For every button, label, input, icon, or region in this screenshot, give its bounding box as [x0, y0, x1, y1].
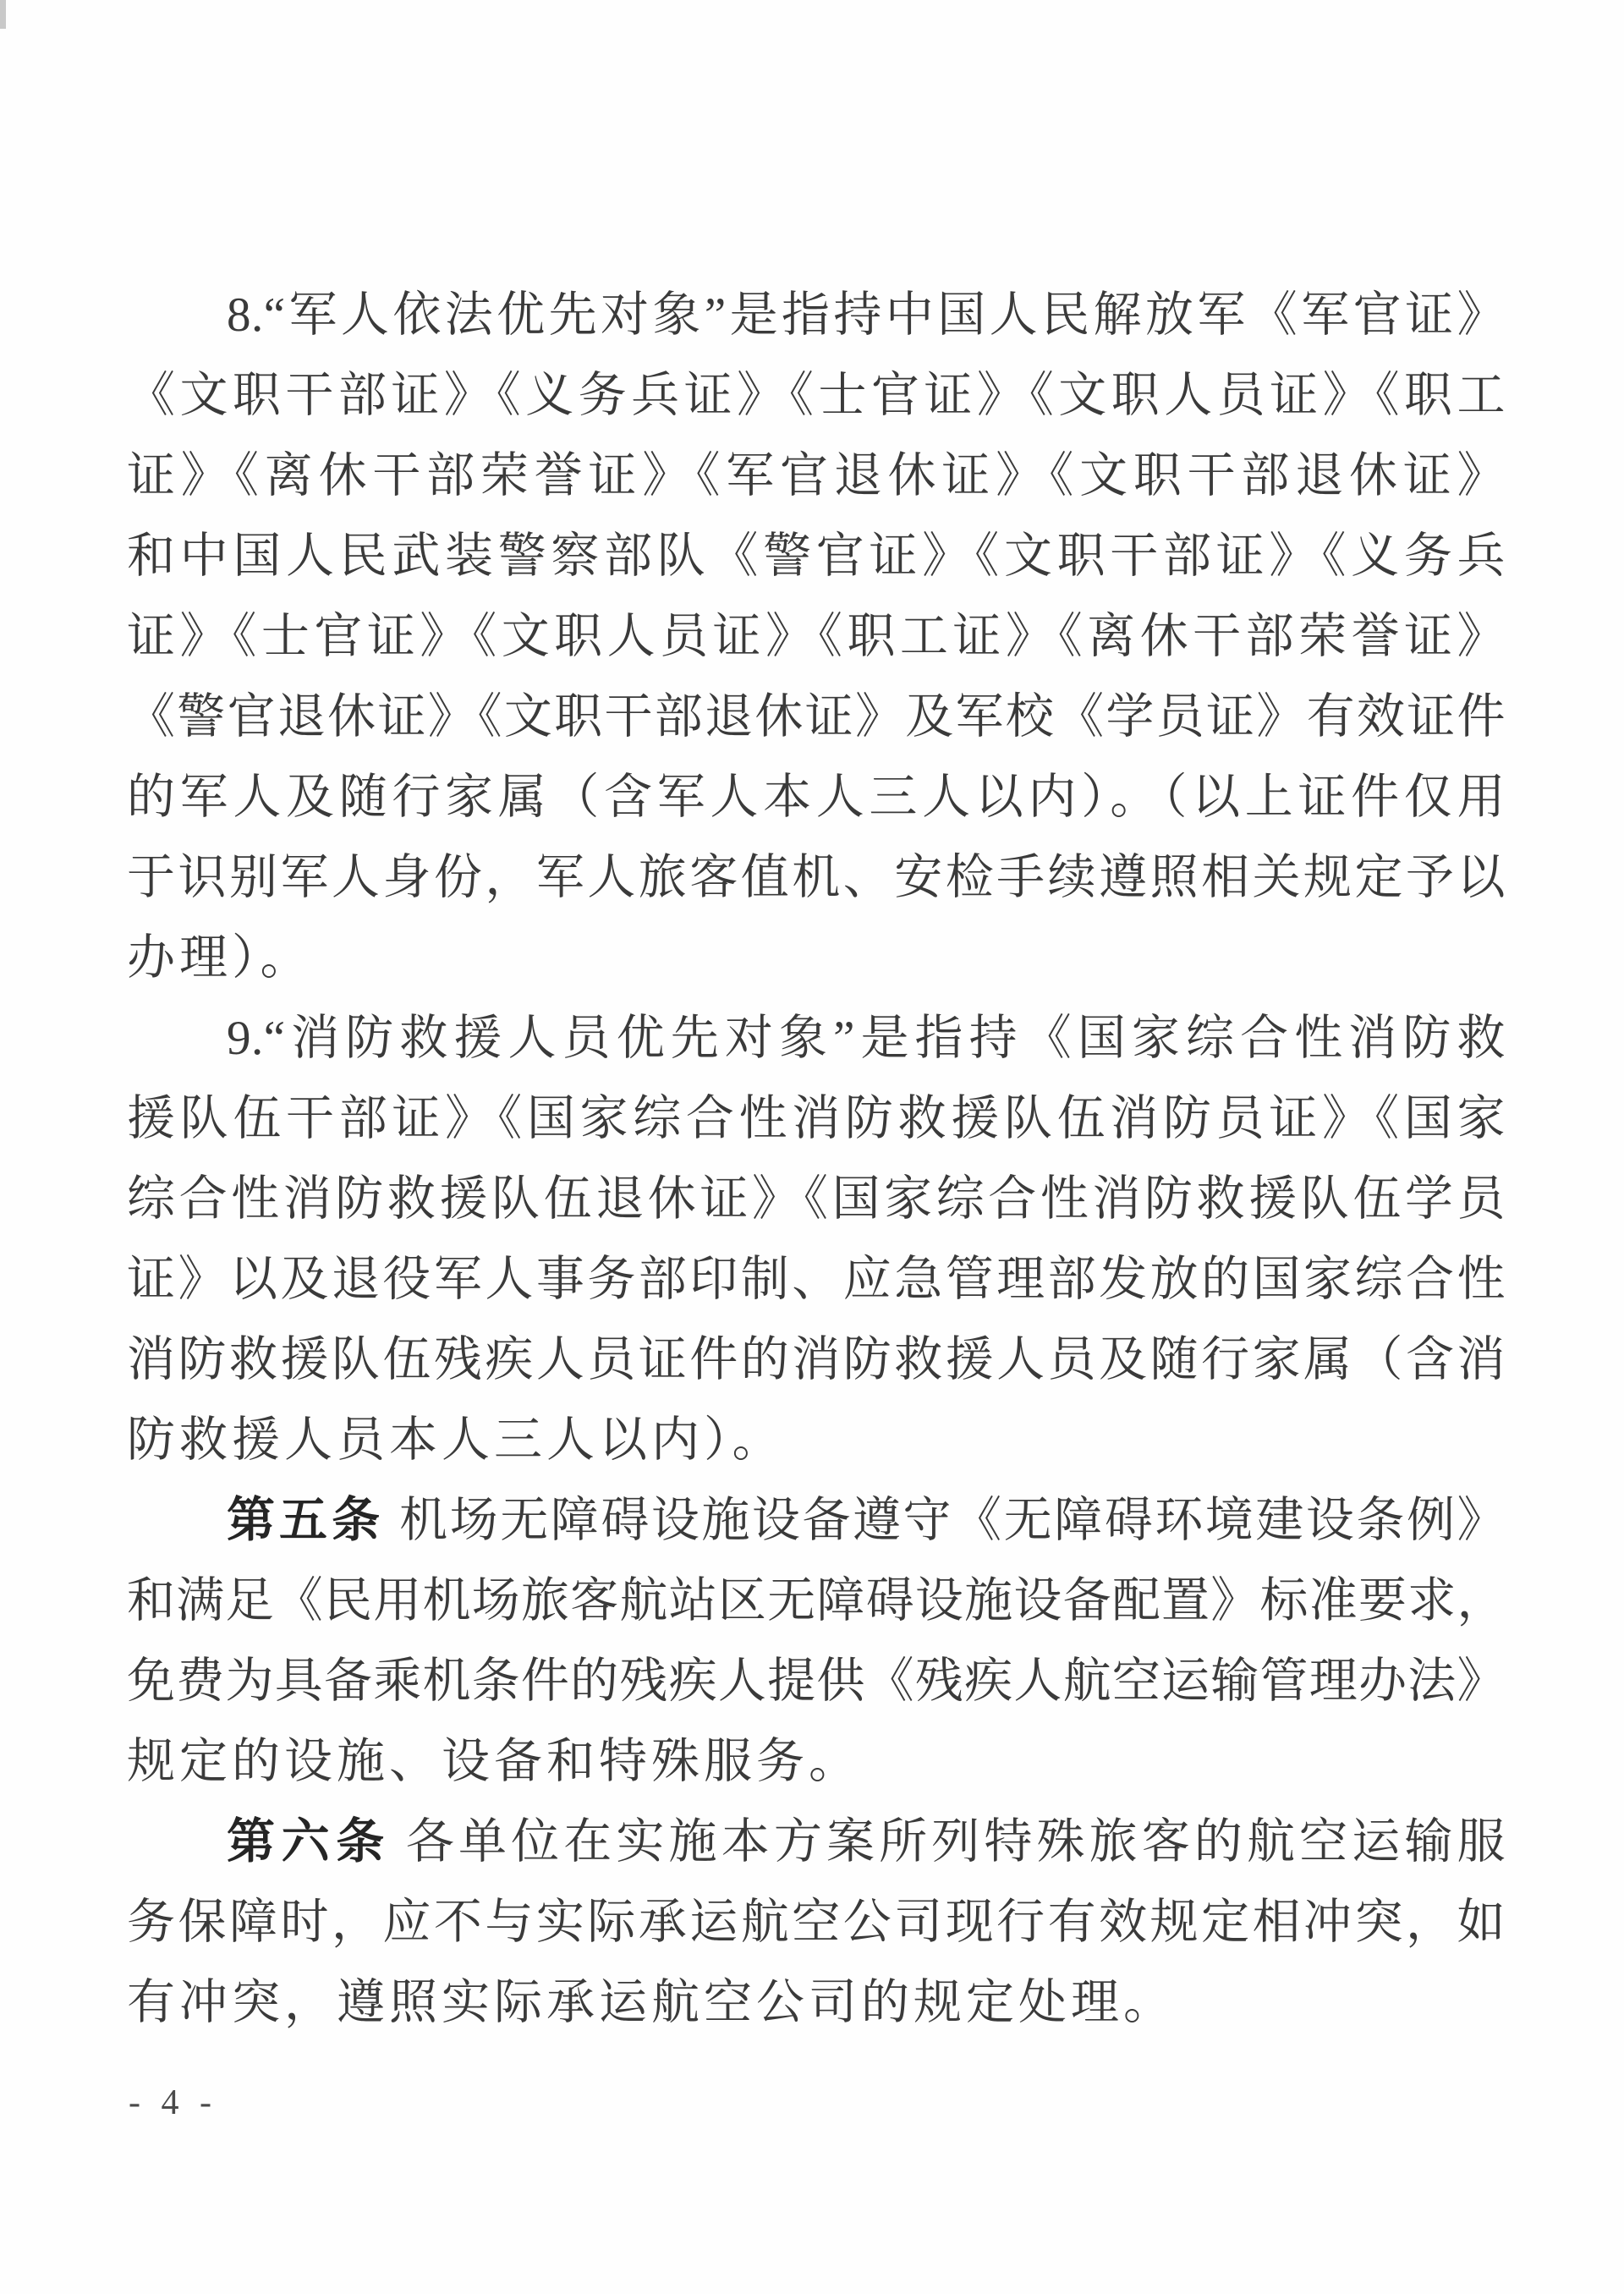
text-line [127, 918, 1506, 998]
line-text: 证》以及退役军人事务部印制、应急管理部发放的国家综合性 [127, 1253, 1506, 1306]
text-line [127, 355, 1506, 436]
text-line [127, 677, 1506, 757]
line-text: 《警官退休证》《文职干部退休证》及军校《学员证》有效证件 [127, 690, 1506, 744]
line-text: 办理）。 [127, 931, 313, 985]
line-text: 务保障时，应不与实际承运航空公司现行有效规定相冲突，如 [127, 1896, 1506, 1949]
scan-edge-artifact [0, 0, 6, 29]
text-line [127, 1882, 1506, 1962]
document-body [127, 275, 1506, 2043]
text-line [127, 1561, 1506, 1641]
text-line [127, 1721, 1506, 1802]
article-number-heading: 第五条 [227, 1493, 385, 1547]
line-text: 综合性消防救援队伍退休证》《国家综合性消防救援队伍学员 [127, 1172, 1506, 1226]
text-line [127, 837, 1506, 918]
text-line [127, 596, 1506, 677]
article-number-heading: 第六条 [227, 1814, 391, 1869]
line-text: 8.“军人依法优先对象”是指持中国人民解放军《军官证》 [227, 288, 1506, 342]
line-text: 和满足《民用机场旅客航站区无障碍设施设备配置》标准要求， [127, 1574, 1506, 1627]
page-number: - 4 - [129, 2083, 217, 2122]
line-text: 机场无障碍设施设备遵守《无障碍环境建设条例》 [399, 1494, 1506, 1547]
line-text: 证》《士官证》《文职人员证》《职工证》《离休干部荣誉证》 [127, 610, 1506, 663]
line-text: 有冲突，遵照实际承运航空公司的规定处理。 [127, 1976, 1176, 2029]
text-line [127, 516, 1506, 596]
line-text: 《文职干部证》《义务兵证》《士官证》《文职人员证》《职工 [127, 369, 1506, 422]
line-text: 消防救援队伍残疾人员证件的消防救援人员及随行家属（含消 [127, 1333, 1506, 1386]
text-line [127, 757, 1506, 837]
line-text: 和中国人民武装警察部队《警官证》《文职干部证》《义务兵 [127, 530, 1506, 583]
line-text: 9.“消防救援人员优先对象”是指持《国家综合性消防救 [227, 1012, 1506, 1065]
text-line [127, 1480, 1506, 1561]
text-line [127, 1641, 1506, 1721]
text-line [127, 1320, 1506, 1400]
text-line [127, 1159, 1506, 1239]
line-text: 免费为具备乘机条件的残疾人提供《残疾人航空运输管理办法》 [127, 1655, 1506, 1708]
line-text: 规定的设施、设备和特殊服务。 [127, 1735, 861, 1788]
text-line [127, 436, 1506, 516]
text-line [127, 1802, 1506, 1882]
text-line [127, 1078, 1506, 1159]
text-line [127, 275, 1506, 355]
line-text: 防救援人员本人三人以内）。 [127, 1413, 785, 1467]
text-line [127, 998, 1506, 1078]
line-text: 各单位在实施本方案所列特殊旅客的航空运输服 [405, 1815, 1506, 1869]
text-line [127, 1239, 1506, 1320]
line-text: 于识别军人身份，军人旅客值机、安检手续遵照相关规定予以 [127, 851, 1506, 904]
line-text: 援队伍干部证》《国家综合性消防救援队伍消防员证》《国家 [127, 1092, 1506, 1145]
line-text: 的军人及随行家属（含军人本人三人以内）。（以上证件仅用 [127, 771, 1506, 824]
text-line [127, 1962, 1506, 2043]
line-text: 证》《离休干部荣誉证》《军官退休证》《文职干部退休证》 [127, 449, 1506, 502]
text-line [127, 1400, 1506, 1480]
